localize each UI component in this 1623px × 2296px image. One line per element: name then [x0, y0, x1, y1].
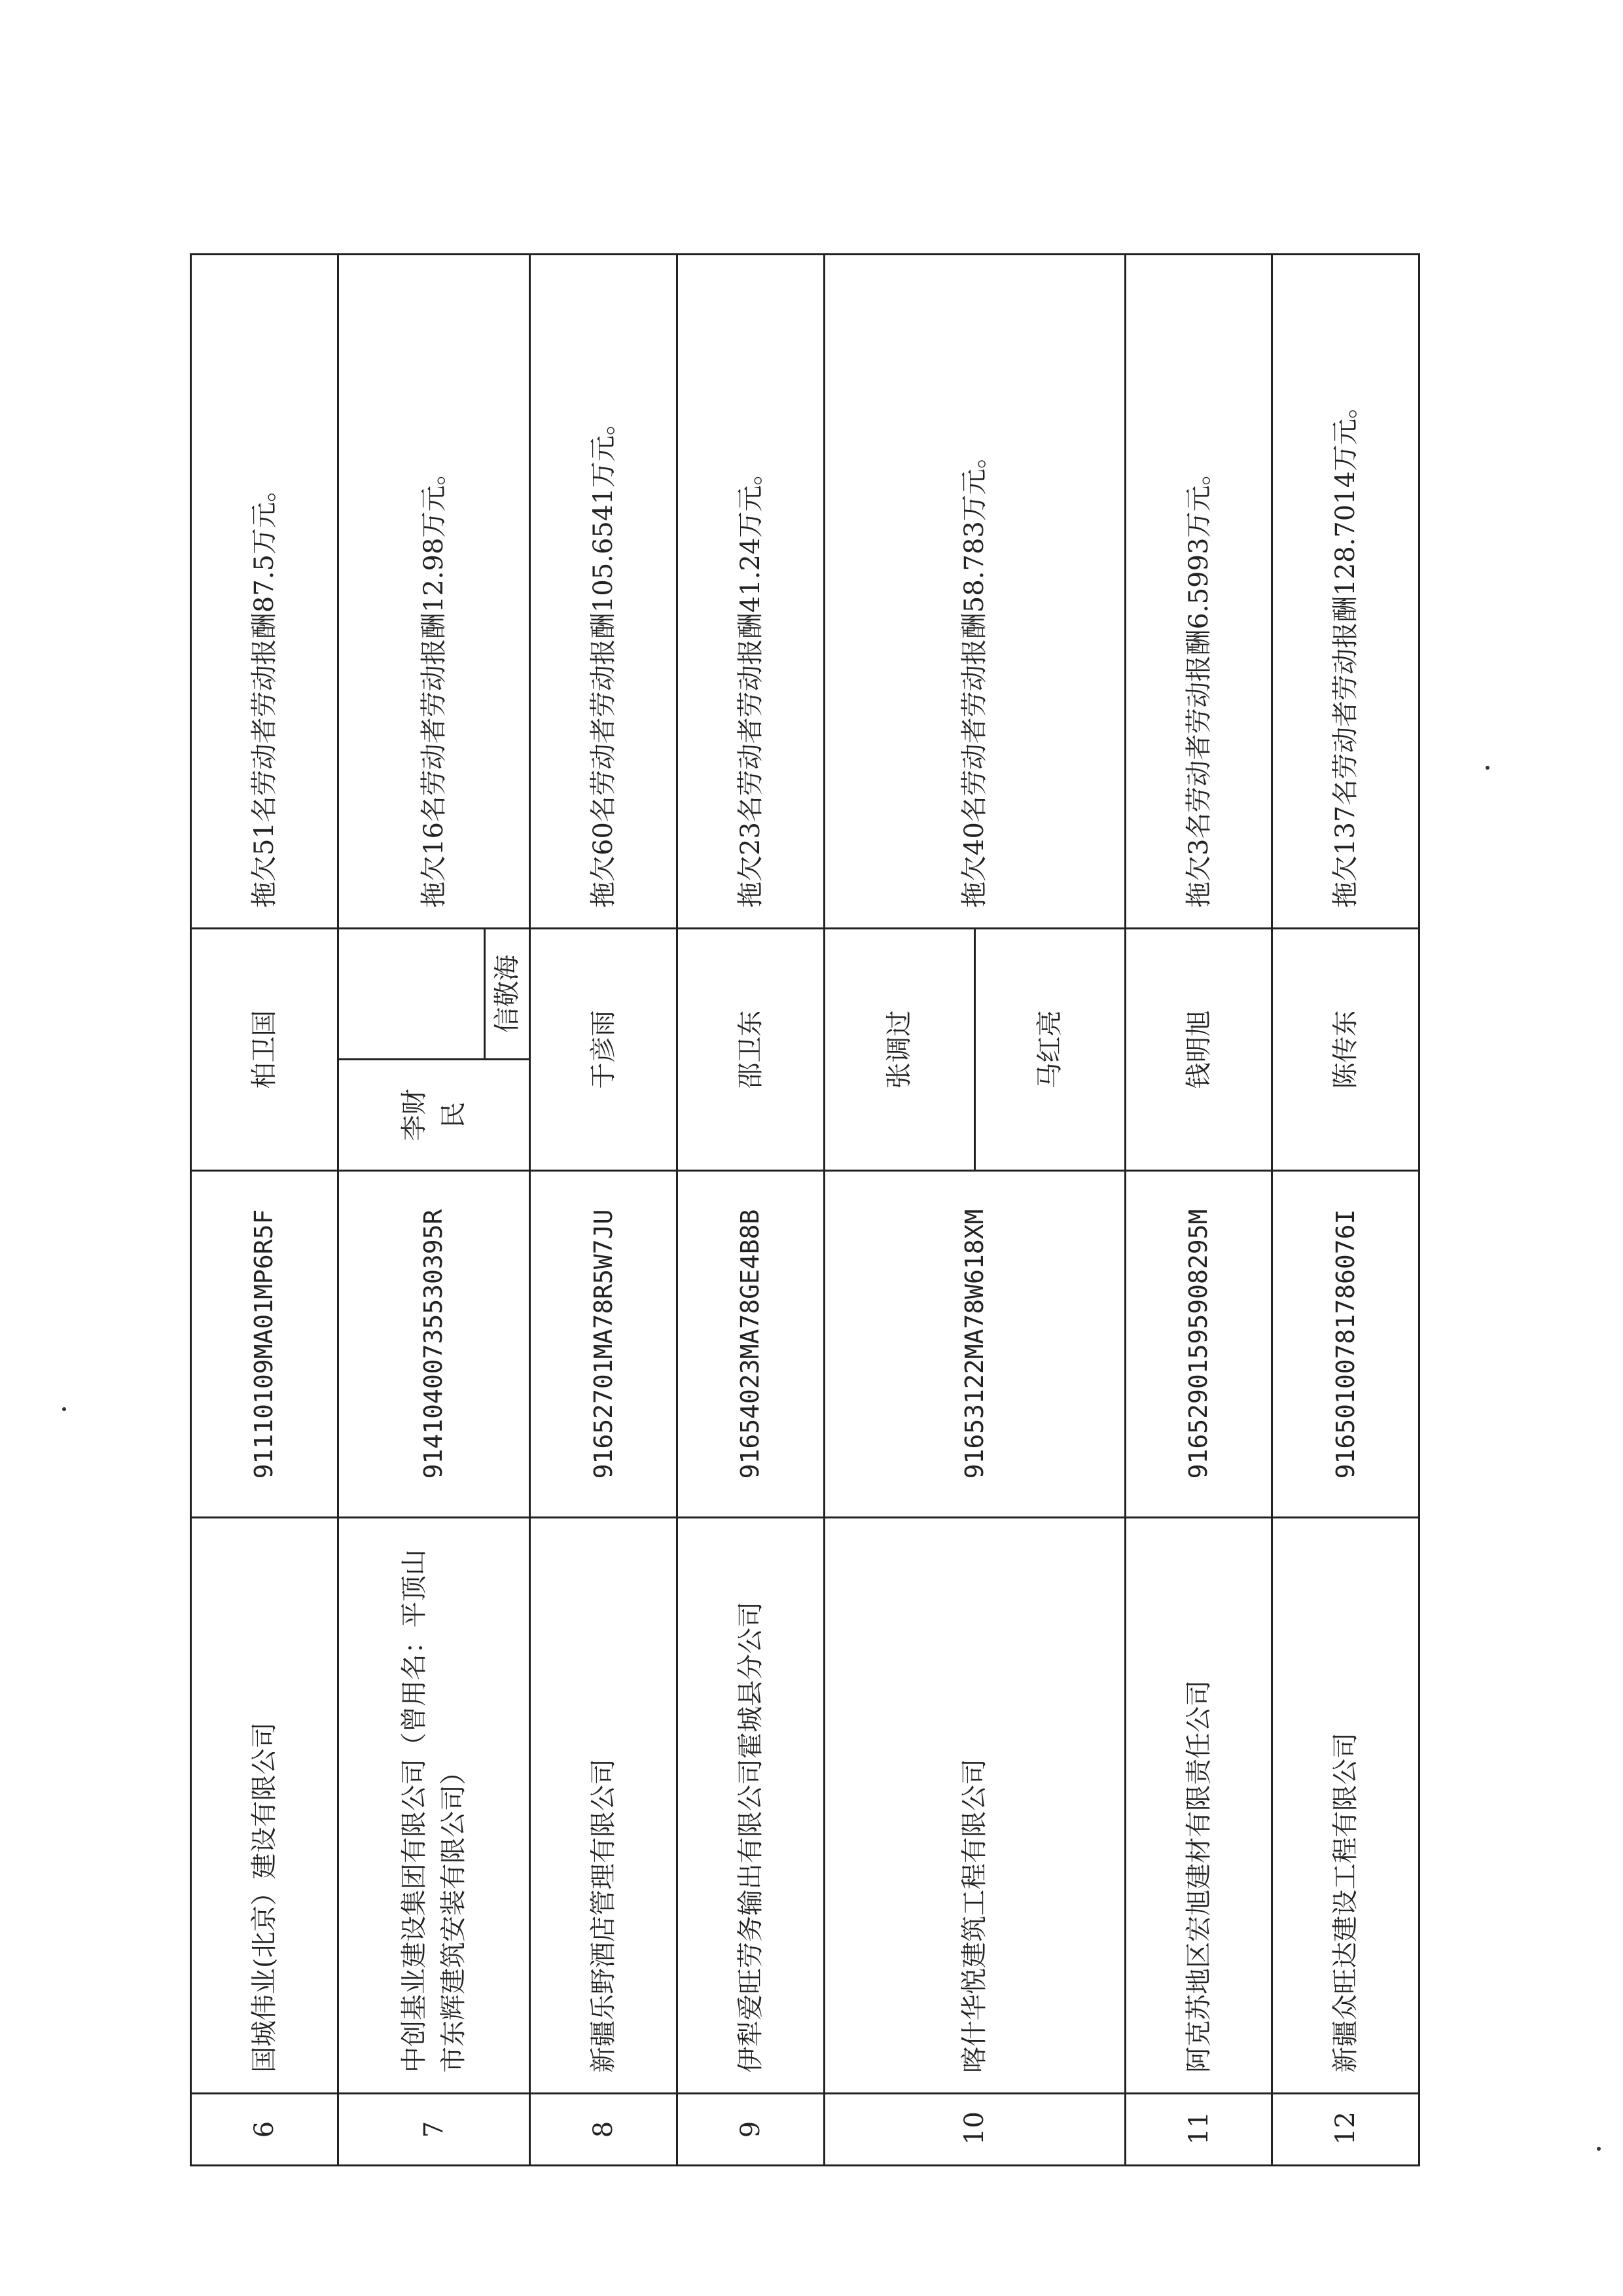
credit-code: 91650100781786076I	[1272, 1171, 1419, 1518]
violation-description: 拖欠16名劳动者劳动报酬12.98万元。	[338, 255, 530, 929]
violation-description: 拖欠3名劳动者劳动报酬6.5993万元。	[1125, 255, 1272, 929]
table-row	[677, 255, 824, 2166]
row-number: 9	[677, 2094, 824, 2166]
responsible-person: 马红亮	[974, 929, 1125, 1171]
credit-code: 91652901595908295M	[1125, 1171, 1272, 1518]
responsible-person: 李财民	[338, 1060, 530, 1171]
company-name: 国城伟业(北京）建设有限公司	[191, 1518, 338, 2094]
credit-code: 91653122MA78W618XM	[824, 1171, 1125, 1518]
table-row	[530, 255, 677, 2166]
table-row	[1125, 255, 1272, 2166]
row-number: 11	[1125, 2094, 1272, 2166]
responsible-person: 钱明旭	[1125, 929, 1272, 1171]
responsible-person-filler	[338, 929, 485, 1060]
credit-code: 91110109MA01MP6R5F	[191, 1171, 338, 1518]
violation-table	[190, 253, 1420, 2166]
violation-description: 拖欠51名劳动者劳动报酬87.5万元。	[191, 255, 338, 929]
company-name: 新疆众旺达建设工程有限公司	[1272, 1518, 1419, 2094]
row-number: 10	[824, 2094, 1125, 2166]
responsible-person: 于彦雨	[530, 929, 677, 1171]
scan-speck	[1486, 766, 1489, 770]
row-number: 6	[191, 2094, 338, 2166]
responsible-person: 信敬海	[485, 929, 530, 1060]
violation-description: 拖欠60名劳动者劳动报酬105.6541万元。	[530, 255, 677, 929]
violation-description: 拖欠40名劳动者劳动报酬58.783万元。	[824, 255, 1125, 929]
scan-speck	[62, 1407, 66, 1411]
row-number: 8	[530, 2094, 677, 2166]
responsible-person: 柏卫国	[191, 929, 338, 1171]
credit-code: 91652701MA78R5W7JU	[530, 1171, 677, 1518]
table-row	[191, 255, 338, 2166]
company-name: 阿克苏地区宏旭建材有限责任公司	[1125, 1518, 1272, 2094]
responsible-person: 邵卫东	[677, 929, 824, 1171]
row-number: 7	[338, 2094, 530, 2166]
table-row	[1272, 255, 1419, 2166]
company-name: 喀什华悦建筑工程有限公司	[824, 1518, 1125, 2094]
rotated-document-sheet	[190, 255, 1420, 2166]
credit-code: 91410400735530395R	[338, 1171, 530, 1518]
credit-code: 91654023MA78GE4B8B	[677, 1171, 824, 1518]
violation-description: 拖欠137名劳动者劳动报酬128.7014万元。	[1272, 255, 1419, 929]
responsible-person: 张调过	[824, 929, 974, 1171]
table-row	[824, 255, 974, 2166]
company-name: 伊犁爱旺劳务输出有限公司霍城县分公司	[677, 1518, 824, 2094]
violation-description: 拖欠23名劳动者劳动报酬41.24万元。	[677, 255, 824, 929]
responsible-person: 陈传东	[1272, 929, 1419, 1171]
company-name: 新疆乐野酒店管理有限公司	[530, 1518, 677, 2094]
row-number: 12	[1272, 2094, 1419, 2166]
scan-speck	[1597, 2147, 1601, 2151]
company-name: 中创基业建设集团有限公司（曾用名：平顶山市东辉建筑安装有限公司）	[338, 1518, 530, 2094]
table-row	[338, 255, 485, 2166]
